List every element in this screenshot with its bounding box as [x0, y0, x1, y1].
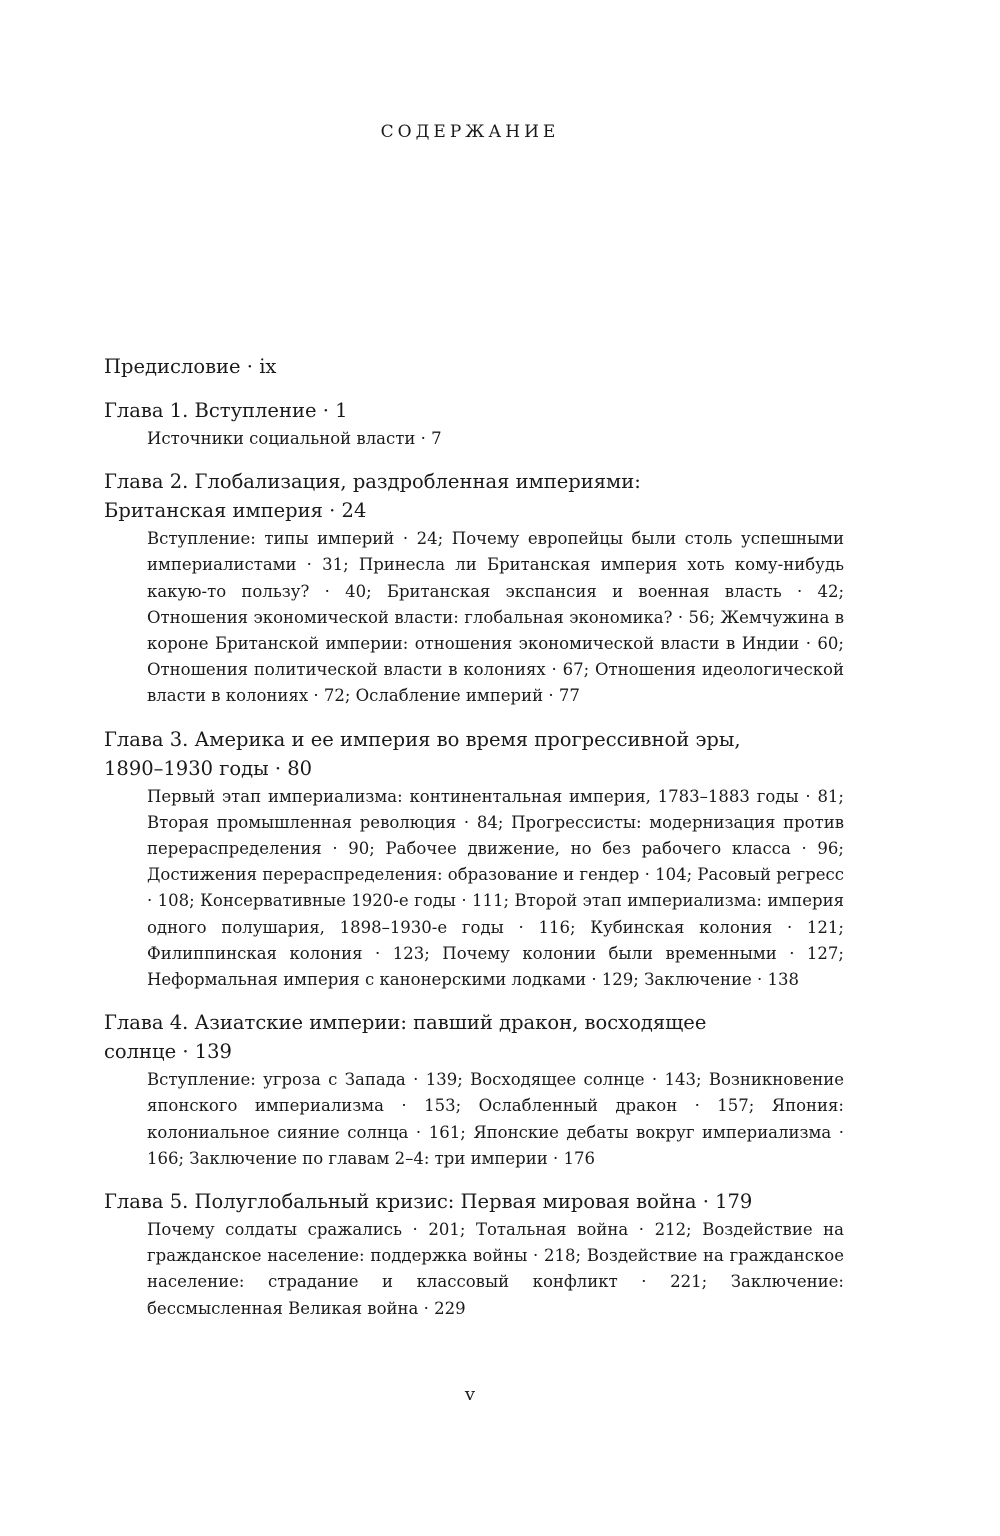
entry-title-continued: Британская империя · 24: [104, 499, 367, 523]
entry-title: Глава 3. Америка и ее империя во время прогрессивной эры,: [104, 727, 741, 751]
page-number: v: [464, 1384, 476, 1405]
entry-subsections: Почему солдаты сражались · 201; Тотальная война · 212; Воздействие на гражданское население: поддержка войны · 218; Воздействие на гражданское население: страдание и классовый конфликт · 221; Заключение: бессмысленная Великая война · 229: [147, 1220, 844, 1318]
entry-subsections: Источники социальной власти · 7: [147, 429, 442, 448]
entry-title: Глава 5. Полуглобальный кризис: Первая мировая война · 179: [104, 1190, 753, 1214]
toc-entry-preface: [104, 352, 844, 381]
toc-entry-chapter-5: [104, 1187, 844, 1322]
entry-title: Глава 2. Глобализация, раздробленная империями:: [104, 470, 641, 494]
entry-subsections: Вступление: угроза с Запада · 139; Восходящее солнце · 143; Возникновение японского империализма · 153; Ослабленный дракон · 157; Япония: колониальное сияние солнца · 161; Японские дебаты вокруг империализма · 166; Заключение по главам 2–4: три империи · 176: [147, 1070, 844, 1168]
entry-title-continued: солнце · 139: [104, 1040, 232, 1064]
entry-title: Глава 1. Вступление · 1: [104, 399, 348, 422]
toc-heading: СОДЕРЖАНИЕ: [380, 122, 560, 142]
table-of-contents: [104, 352, 844, 1337]
entry-title-continued: 1890–1930 годы · 80: [104, 756, 313, 780]
entry-title: Предисловие · ix: [104, 355, 277, 378]
entry-subsections: Вступление: типы империй · 24; Почему европейцы были столь успешными империалистами · 31; Принесла ли Британская империя хоть кому-нибудь какую-то пользу? · 40; Британская экспансия и военная власть · 42; Отношения экономической власти: глобальная экономика? · 56; Жемчужина в короне Британской империи: отношения экономической власти в Индии · 60; Отношения политической власти в колониях · 67; Отношения идеологической власти в колониях · 72; Ослабление империй · 77: [147, 529, 844, 706]
toc-entry-chapter-1: [104, 396, 844, 452]
entry-subsections: Первый этап империализма: континентальная империя, 1783–1883 годы · 81; Вторая промышленная революция · 84; Прогрессисты: модернизация против перераспределения · 90; Рабочее движение, но без рабочего класса · 96; Достижения перераспределения: образование и гендер · 104; Расовый регресс · 108; Консервативные 1920-е годы · 111; Второй этап империализма: империя одного полушария, 1898–1930-е годы · 116; Кубинская колония · 121; Филиппинская колония · 123; Почему колонии были временными · 127; Неформальная империя с канонерскими лодками · 129; Заключение · 138: [147, 786, 844, 990]
toc-entry-chapter-2: [104, 467, 844, 709]
entry-title: Глава 4. Азиатские империи: павший дракон, восходящее: [104, 1011, 707, 1035]
toc-entry-chapter-3: [104, 725, 844, 994]
toc-entry-chapter-4: [104, 1008, 844, 1172]
